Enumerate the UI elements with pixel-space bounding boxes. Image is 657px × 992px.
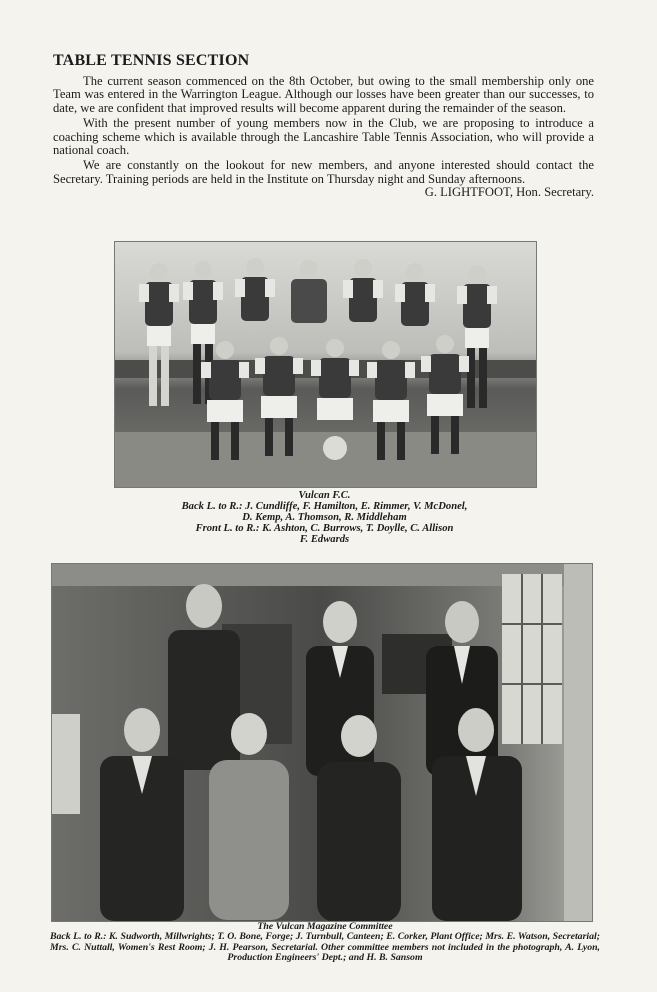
football-caption-line-3: Front L. to R.: K. Ashton, C. Burrows, T. Doylle, C. Allison (195, 523, 454, 534)
article-paragraph-2: With the present number of young members now in the Club, we are proposing to introduce a coaching scheme which is available through the Lancashire Table Tennis Association, who will provide a national coach. (53, 116, 594, 158)
committee-caption-title: The Vulcan Magazine Committee (257, 921, 393, 932)
table-tennis-article (53, 75, 594, 200)
article-paragraph-3 (53, 158, 594, 200)
section-title: TABLE TENNIS SECTION (53, 52, 250, 69)
article-paragraph-3-text: We are constantly on the lookout for new members, and anyone interested should contact the Secretary. Training periods are held in the Institute on Thursday night and Sunday afternoons. (53, 158, 594, 186)
committee-photo-caption (50, 922, 600, 964)
football-photo-caption (114, 490, 535, 545)
football-caption-line-2: D. Kemp, A. Thomson, R. Middleham (242, 512, 407, 523)
football-team-photo (114, 241, 537, 488)
committee-caption-body: Back L. to R.: K. Sudworth, Millwrights; T. O. Bone, Forge; J. Turnbull, Canteen; E. Corker, Plant Office; Mrs. E. Watson, Secretarial; Mrs. C. Nuttall, Women's Rest Room; J. H. Pearson, Secretarial. Other committee members not included in the photograph, A. Lyon, Production Engineers' Dept.; and H. B. Sansom (50, 931, 600, 964)
secretary-signature: G. LIGHTFOOT, Hon. Secretary. (424, 185, 594, 200)
committee-photo-image (52, 564, 592, 921)
committee-photo (51, 563, 593, 922)
football-caption-line-1: Back L. to R.: J. Cundliffe, F. Hamilton, E. Rimmer, V. McDonel, (181, 501, 468, 512)
football-caption-title: Vulcan F.C. (298, 490, 351, 501)
football-team-photo-image (115, 242, 536, 487)
article-paragraph-1: The current season commenced on the 8th October, but owing to the small membership only one Team was entered in the Warrington League. Although our losses have been greater than our successes, to date, we are confident that improved results will become apparent during the remainder of the season. (53, 74, 594, 115)
football-caption-line-4: F. Edwards (299, 534, 350, 545)
